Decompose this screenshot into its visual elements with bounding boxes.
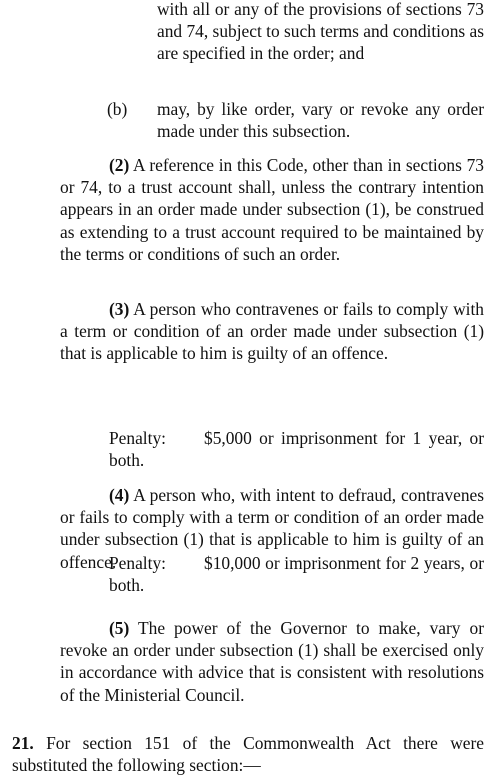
subsection-5-text: The power of the Governor to make, vary or revoke an order under subsection (1) shall be exercised only in accordance with advice that is consistent with resolutions of the Ministerial Council. xyxy=(60,618,484,705)
subsection-2-text: A reference in this Code, other than in sections 73 or 74, to a trust account shall, unless the contrary intention appears in an order made under subsection (1), be construed as extending to a trust account required to be maintained by the terms or conditions of such an order. xyxy=(60,155,484,264)
section-21-number: 21. xyxy=(12,733,34,753)
item-a-continuation: with all or any of the provisions of sections 73 and 74, subject to such terms and conditions as are specified in the order; and xyxy=(157,0,484,64)
subsection-2 xyxy=(60,154,484,265)
subsection-3-number: (3) xyxy=(109,299,130,319)
subsection-3 xyxy=(60,298,484,365)
subsection-2-number: (2) xyxy=(109,155,130,175)
penalty-1-label: Penalty: xyxy=(109,428,166,448)
subsection-3-text: A person who contravenes or fails to comply with a term or condition of an order made under subsection (1) that is applicable to him is guilty of an offence. xyxy=(60,299,485,364)
penalty-1-text: $5,000 or imprisonment for 1 year, or both. xyxy=(109,428,484,471)
penalty-2 xyxy=(109,552,484,596)
section-21-text: For section 151 of the Commonwealth Act there were substituted the following section:— xyxy=(12,733,484,776)
section-21 xyxy=(12,732,484,776)
penalty-2-label: Penalty: xyxy=(109,553,166,573)
subsection-4-number: (4) xyxy=(109,485,130,505)
item-b-text: may, by like order, vary or revoke any order made under this subsection. xyxy=(157,99,484,142)
subsection-5-number: (5) xyxy=(109,618,130,638)
item-b-label: (b) xyxy=(107,99,128,119)
penalty-1 xyxy=(109,427,484,471)
subsection-4-text: A person who, with intent to defraud, contravenes or fails to comply with a term or condition of an order made under subsection (1) that is applicable to him is guilty of an offence. xyxy=(60,485,484,572)
penalty-2-text: $10,000 or imprisonment for 2 years, or both. xyxy=(109,553,484,596)
subsection-5 xyxy=(60,617,484,706)
